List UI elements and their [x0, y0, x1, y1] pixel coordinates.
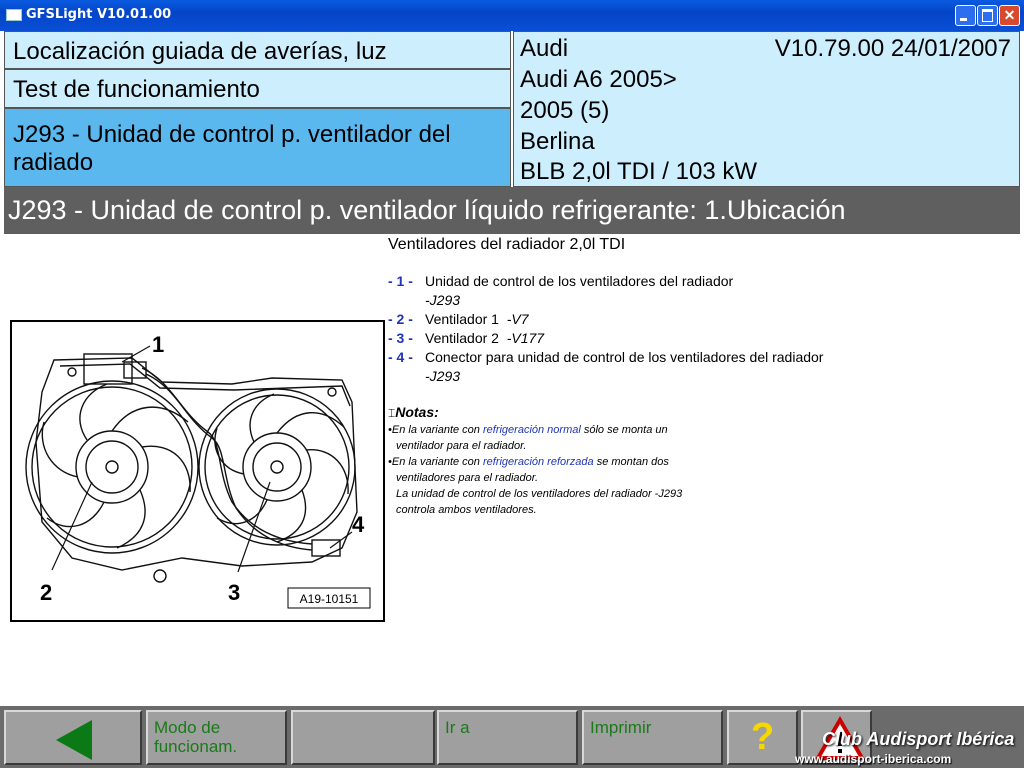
note-link[interactable]: refrigeración normal	[482, 424, 581, 436]
vehicle-model: Audi A6 2005>	[520, 66, 677, 93]
note-text: En la variante con	[391, 424, 483, 436]
operating-mode-button[interactable]	[146, 710, 287, 765]
notes-title	[388, 404, 439, 421]
help-button[interactable]	[727, 710, 798, 765]
list-item	[388, 349, 823, 365]
back-button[interactable]	[4, 710, 142, 765]
note-line: ventiladores para el radiador.	[396, 472, 539, 484]
callout-3: 3	[228, 580, 241, 605]
item-code: -V7	[506, 311, 529, 327]
software-version: V10.79.00 24/01/2007	[774, 35, 1011, 62]
close-icon: ✕	[1003, 7, 1016, 23]
note-line: ventilador para el radiador.	[396, 440, 527, 452]
item-text: Conector para unidad de control de los ventiladores del radiador	[425, 349, 824, 365]
note-text: sólo se monta un	[580, 424, 668, 436]
back-arrow-icon	[56, 720, 92, 760]
item-text: Ventilador 2	[425, 330, 499, 346]
item-number: - 2 -	[388, 311, 413, 327]
watermark-text: Club Audisport Ibérica	[822, 729, 1015, 749]
help-icon: ?	[751, 716, 775, 758]
item-code: -V177	[506, 330, 545, 346]
note-item: •En la variante con refrigeración normal sólo se monta un	[388, 424, 668, 436]
vehicle-year: 2005 (5)	[520, 97, 610, 124]
breadcrumb-level-1[interactable]	[4, 31, 511, 69]
watermark-url: www.audisport-iberica.com	[795, 752, 952, 766]
print-button[interactable]	[582, 710, 723, 765]
item-continuation: -J293	[425, 292, 461, 308]
breadcrumb-level-3-selected[interactable]	[4, 108, 511, 187]
goto-button[interactable]	[437, 710, 578, 765]
item-number: - 1 -	[388, 273, 413, 289]
empty-button[interactable]	[291, 710, 435, 765]
note-line: La unidad de control de los ventiladores del radiador -J293	[396, 488, 683, 500]
description-heading: Ventiladores del radiador 2,0l TDI	[388, 236, 626, 253]
goto-label: Ir a	[445, 718, 470, 737]
list-item	[388, 311, 529, 327]
component-location-figure	[10, 320, 385, 622]
list-item	[388, 330, 544, 346]
app-icon	[6, 9, 22, 21]
vehicle-engine: BLB 2,0l TDI / 103 kW	[520, 158, 757, 185]
breadcrumb-label: J293 - Unidad de control p. ventilador del radiado	[13, 121, 451, 176]
section-title: J293 - Unidad de control p. ventilador líquido refrigerante: 1.Ubicación	[4, 187, 1020, 234]
figure-code: A19-10151	[299, 592, 359, 606]
vehicle-info-panel	[513, 31, 1020, 187]
vehicle-brand: Audi	[520, 35, 569, 62]
note-link[interactable]: refrigeración reforzada	[482, 456, 594, 468]
notes-label: Notas:	[395, 404, 439, 420]
operating-mode-label: Modo de funcionam.	[154, 718, 238, 756]
item-continuation: -J293	[425, 368, 461, 384]
breadcrumb-label: Test de funcionamiento	[13, 76, 260, 103]
note-line: controla ambos ventiladores.	[396, 504, 537, 516]
component-description	[388, 236, 1008, 516]
print-label: Imprimir	[590, 718, 652, 737]
notes-icon: ⌶	[388, 406, 396, 420]
item-text: Unidad de control de los ventiladores del radiador	[425, 273, 734, 289]
callout-1: 1	[152, 332, 165, 357]
item-number: - 3 -	[388, 330, 413, 346]
minimize-button[interactable]	[955, 5, 976, 26]
note-text: se montan dos	[593, 456, 669, 468]
maximize-button[interactable]	[977, 5, 998, 26]
window-titlebar	[0, 0, 1024, 31]
item-text: Ventilador 1	[425, 311, 499, 327]
item-number: - 4 -	[388, 349, 413, 365]
close-button[interactable]	[999, 5, 1020, 26]
breadcrumb-level-2[interactable]	[4, 69, 511, 108]
note-item: •En la variante con refrigeración reforzada se montan dos	[388, 456, 669, 468]
callout-2: 2	[40, 580, 53, 605]
radiator-fans-drawing	[12, 322, 383, 620]
breadcrumb-label: Localización guiada de averías, luz	[13, 38, 387, 65]
callout-4: 4	[352, 512, 365, 537]
window-title: GFSLight V10.01.00	[26, 7, 172, 22]
list-item	[388, 273, 733, 289]
vehicle-body: Berlina	[520, 128, 595, 155]
note-text: En la variante con	[391, 456, 483, 468]
